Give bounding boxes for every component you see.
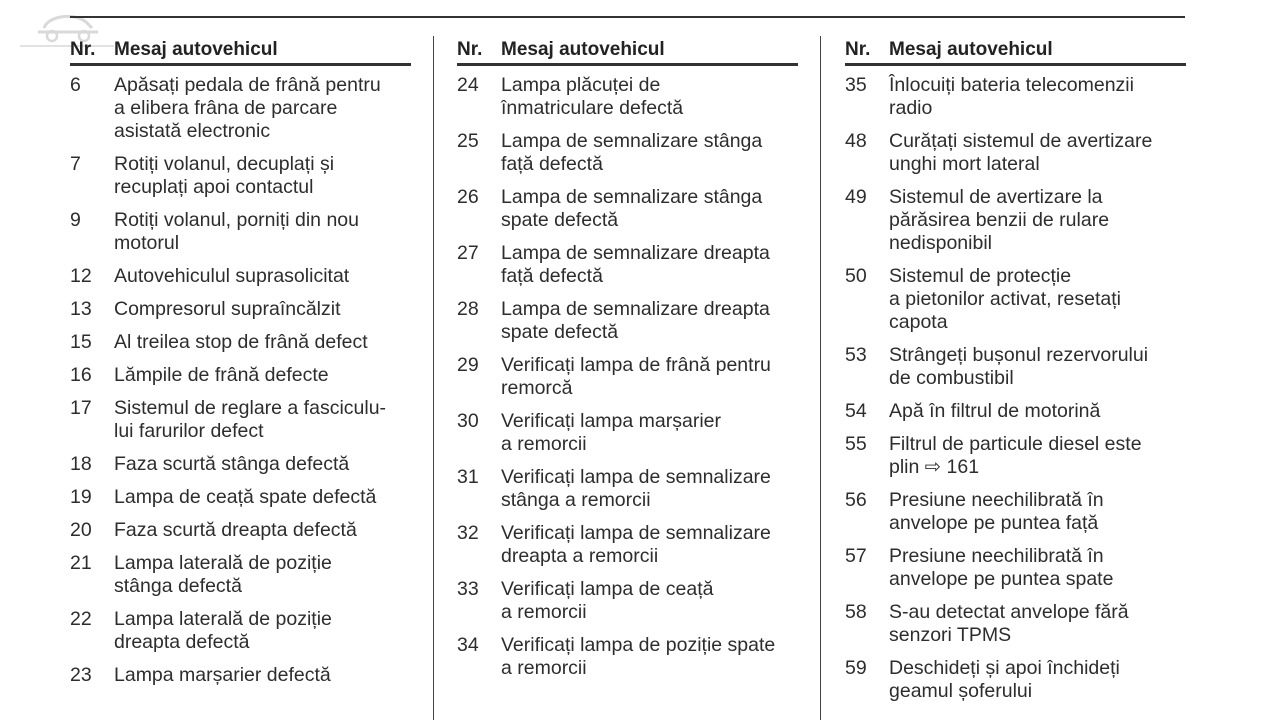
column-header [845,36,1186,66]
table-row [70,486,411,509]
message-text: S-au detectat anvelope fără senzori TPMS [889,601,1129,646]
message-number: 12 [70,265,92,287]
header-message: Mesaj autovehicul [114,39,278,60]
header-nr: Nr. [70,39,96,60]
message-number: 35 [845,74,867,96]
message-number: 49 [845,186,867,208]
header-message: Mesaj autovehicul [501,39,665,60]
message-number: 33 [457,578,479,600]
message-text: Lampa plăcuței de înmatriculare defectă [501,74,684,119]
message-number: 25 [457,130,479,152]
message-number: 34 [457,634,479,656]
message-number: 18 [70,453,92,475]
message-text: Verificați lampa marșarier a remorcii [501,410,721,455]
table-row [845,130,1186,176]
message-number: 50 [845,265,867,287]
message-text: Verificați lampa de ceață a remorcii [501,578,714,623]
message-text: Curățați sistemul de avertizare unghi mort lateral [889,130,1153,175]
top-rule [70,16,1185,18]
table-row [457,578,798,624]
table-row [845,400,1186,423]
table-row [845,433,1186,479]
message-number: 57 [845,545,867,567]
message-text: Apă în filtrul de motorină [889,400,1101,422]
column-divider [820,36,821,720]
table-row [457,130,798,176]
message-number: 59 [845,657,867,679]
message-number: 48 [845,130,867,152]
message-text: Înlocuiți bateria telecomenzii radio [889,74,1134,119]
message-text: Presiune neechilibrată în anvelope pe puntea față [889,489,1104,534]
message-text: Faza scurtă stânga defectă [114,453,350,475]
message-number: 15 [70,331,92,353]
table-row [845,657,1186,703]
table-row [70,364,411,387]
header-nr: Nr. [845,39,871,60]
table-row [70,209,411,255]
table-row [845,74,1186,120]
table-row [70,153,411,199]
table-row [70,298,411,321]
message-text: Lampa de semnalizare dreapta față defectă [501,242,770,287]
message-number: 17 [70,397,92,419]
message-text: Apăsați pedala de frână pentru a elibera frâna de parcare asistată electronic [114,74,381,142]
message-number: 30 [457,410,479,432]
message-text: Verificați lampa de poziție spate a remorcii [501,634,776,679]
message-number: 55 [845,433,867,455]
message-number: 23 [70,664,92,686]
table-row [457,634,798,680]
message-number: 6 [70,74,81,96]
message-number: 28 [457,298,479,320]
message-number: 53 [845,344,867,366]
message-number: 31 [457,466,479,488]
header-nr: Nr. [457,39,483,60]
table-row [70,397,411,443]
table-row [457,522,798,568]
table-row [457,242,798,288]
message-number: 56 [845,489,867,511]
table-row [457,74,798,120]
table-row [70,74,411,143]
message-text: Sistemul de protecție a pietonilor activat, resetați capota [889,265,1121,333]
message-number: 21 [70,552,92,574]
message-number: 13 [70,298,92,320]
table-row [70,453,411,476]
column-divider [433,36,434,720]
message-text: Lămpile de frână defecte [114,364,329,386]
message-text: Lampa de ceață spate defectă [114,486,377,508]
table-row [845,186,1186,255]
table-row [845,265,1186,334]
table-row [457,410,798,456]
message-number: 19 [70,486,92,508]
message-number: 20 [70,519,92,541]
message-number: 54 [845,400,867,422]
message-column-2 [457,36,798,720]
message-text: Lampa laterală de poziție stânga defectă [114,552,332,597]
message-number: 27 [457,242,479,264]
message-text: Presiune neechilibrată în anvelope pe puntea spate [889,545,1114,590]
message-text: Autovehiculul suprasolicitat [114,265,350,287]
table-row [70,608,411,654]
message-number: 32 [457,522,479,544]
message-text: Lampa de semnalizare stânga spate defectă [501,186,763,231]
header-message: Mesaj autovehicul [889,39,1053,60]
message-text: Filtrul de particule diesel este plin ⇨ 161 [889,433,1142,478]
table-row [70,552,411,598]
message-text: Lampa laterală de poziție dreapta defectă [114,608,332,653]
message-list [457,66,798,680]
table-row [457,298,798,344]
message-text: Lampa de semnalizare stânga față defectă [501,130,763,175]
column-header [70,36,411,66]
message-column-1 [70,36,411,720]
message-column-3 [845,36,1186,720]
table-row [845,601,1186,647]
message-number: 16 [70,364,92,386]
message-text: Al treilea stop de frână defect [114,331,368,353]
message-number: 9 [70,209,81,231]
message-text: Rotiți volanul, decuplați și recuplați apoi contactul [114,153,335,198]
table-row [70,331,411,354]
table-row [845,344,1186,390]
message-text: Lampa de semnalizare dreapta spate defectă [501,298,770,343]
table-row [457,354,798,400]
message-number: 26 [457,186,479,208]
message-list [845,66,1186,703]
message-number: 22 [70,608,92,630]
table-row [845,489,1186,535]
table-row [70,664,411,687]
message-number: 29 [457,354,479,376]
column-header [457,36,798,66]
message-number: 7 [70,153,81,175]
message-text: Sistemul de reglare a fasciculu- lui farurilor defect [114,397,387,442]
table-row [457,466,798,512]
table-row [70,519,411,542]
message-text: Verificați lampa de semnalizare dreapta a remorcii [501,522,771,567]
message-text: Rotiți volanul, porniți din nou motorul [114,209,359,254]
message-text: Verificați lampa de semnalizare stânga a remorcii [501,466,771,511]
table-row [845,545,1186,591]
message-number: 58 [845,601,867,623]
message-text: Verificați lampa de frână pentru remorcă [501,354,771,399]
message-list [70,66,411,687]
message-number: 24 [457,74,479,96]
table-row [457,186,798,232]
table-row [70,265,411,288]
message-text: Sistemul de avertizare la părăsirea benzii de rulare nedisponibil [889,186,1110,254]
message-text: Lampa marșarier defectă [114,664,331,686]
message-text: Deschideți și apoi închideți geamul șoferului [889,657,1120,702]
message-text: Faza scurtă dreapta defectă [114,519,357,541]
message-text: Compresorul supraîncălzit [114,298,341,320]
message-text: Strângeți bușonul rezervorului de combustibil [889,344,1149,389]
